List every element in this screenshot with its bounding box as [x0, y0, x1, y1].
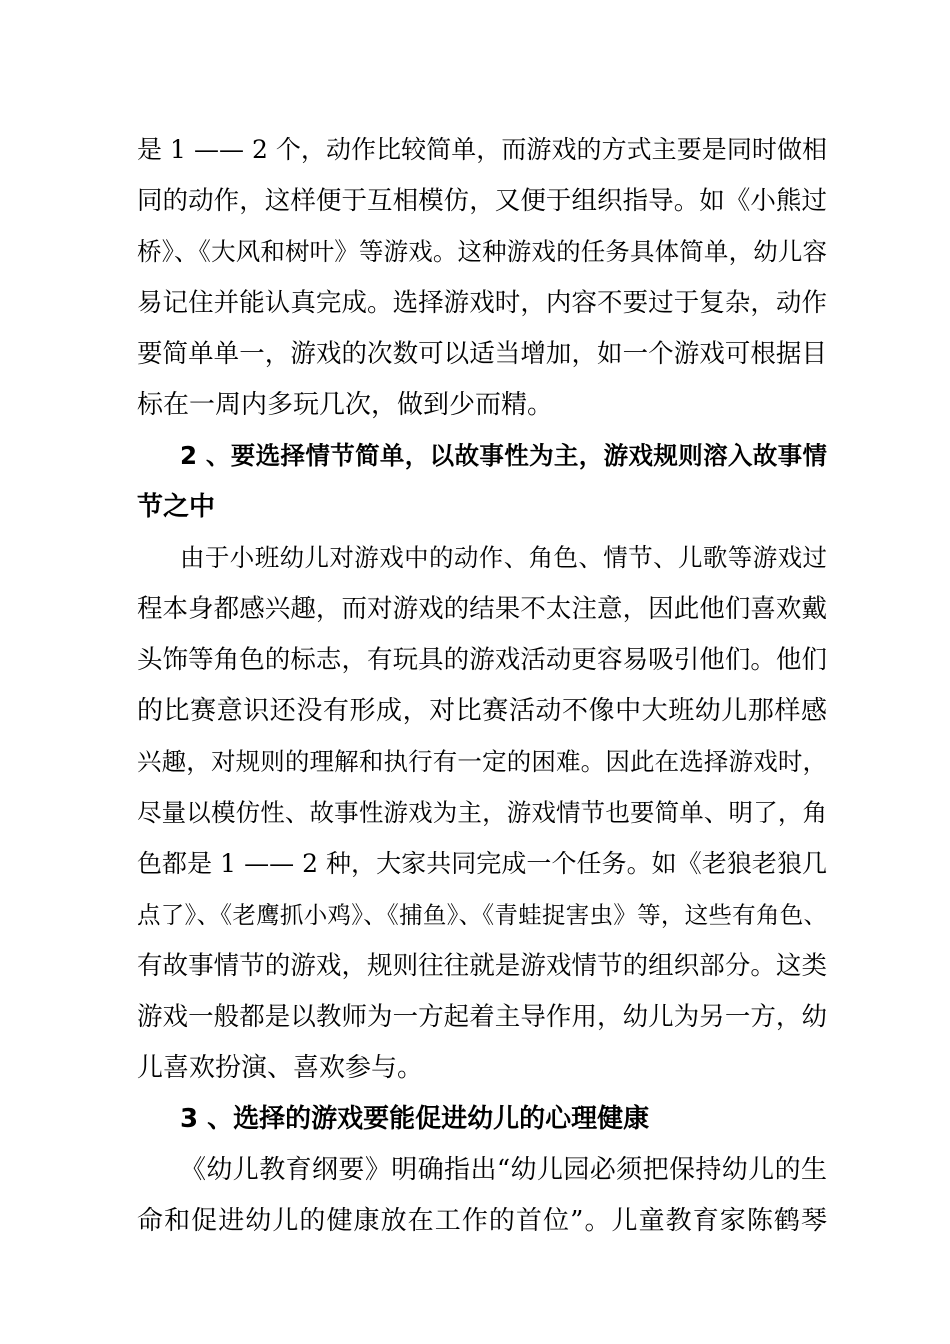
text-line: 头饰等角色的标志，有玩具的游戏活动更容易吸引他们。他们: [137, 645, 827, 675]
text-line: 是 1 —— 2 个，动作比较简单，而游戏的方式主要是同时做相: [137, 135, 827, 164]
text-line: 的比赛意识还没有形成，对比赛活动不像中大班幼儿那样感: [137, 696, 827, 726]
text-line: 色都是 1 —— 2 种，大家共同完成一个任务。如《老狼老狼几: [137, 849, 827, 878]
text-line: 游戏一般都是以教师为一方起着主导作用，幼儿为另一方，幼: [137, 1002, 827, 1032]
text-line: 易记住并能认真完成。选择游戏时，内容不要过于复杂，动作: [137, 288, 827, 318]
section-heading: 2 、要选择情节简单，以故事性为主，游戏规则溶入故事情: [180, 441, 827, 470]
text-line: 同的动作，这样便于互相模仿，又便于组织指导。如《小熊过: [137, 186, 827, 216]
section-heading: 3 、选择的游戏要能促进幼儿的心理健康: [180, 1104, 650, 1134]
text-line: 儿喜欢扮演、喜欢参与。: [137, 1053, 424, 1083]
text-line: 桥》、《大风和树叶》等游戏。这种游戏的任务具体简单，幼儿容: [137, 237, 827, 266]
text-line: 点了》、《老鹰抓小鸡》、《捕鱼》、《青蛙捉害虫》等，这些有角色、: [137, 901, 827, 929]
text-line: 命和促进幼儿的健康放在工作的首位”。儿童教育家陈鹤琴: [137, 1206, 827, 1236]
text-line: 兴趣，对规则的理解和执行有一定的困难。因此在选择游戏时，: [137, 747, 827, 776]
text-line: 尽量以模仿性、故事性游戏为主，游戏情节也要简单、明了，角: [137, 798, 827, 827]
text-line: 要简单单一，游戏的次数可以适当增加，如一个游戏可根据目: [137, 339, 827, 369]
text-line: 有故事情节的游戏，规则往往就是游戏情节的组织部分。这类: [137, 951, 827, 981]
section-heading: 节之中: [137, 492, 216, 522]
text-line: 标在一周内多玩几次，做到少而精。: [137, 390, 554, 420]
text-line: 程本身都感兴趣，而对游戏的结果不太注意，因此他们喜欢戴: [137, 594, 827, 624]
text-line: 由于小班幼儿对游戏中的动作、角色、情节、儿歌等游戏过: [180, 543, 827, 572]
text-line: 《幼儿教育纲要》明确指出“幼儿园必须把保持幼儿的生: [180, 1155, 827, 1185]
